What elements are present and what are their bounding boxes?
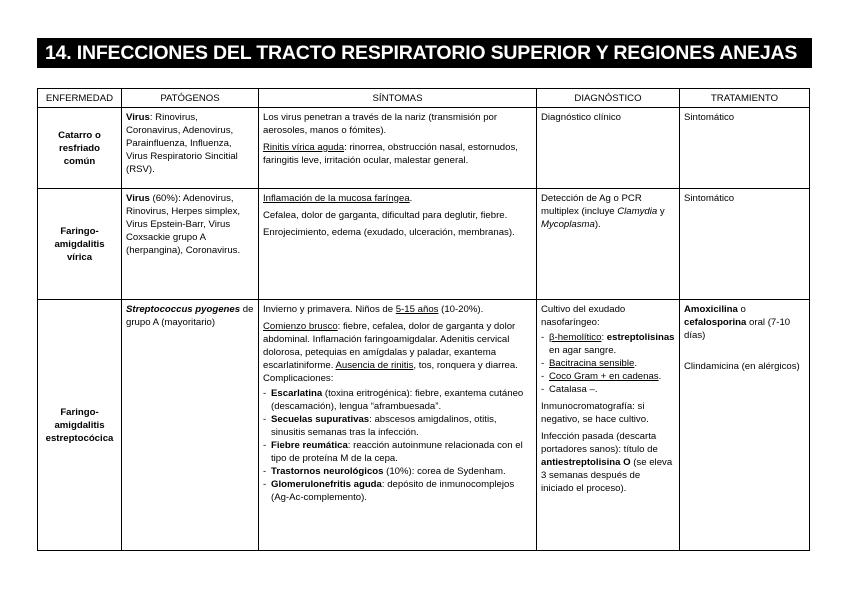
symptom-paragraph: Cefalea, dolor de garganta, dificultad para deglutir, fiebre. bbox=[263, 210, 508, 221]
treatment-paragraph bbox=[684, 303, 805, 342]
pathogen-text: : Rinovirus, Coronavirus, Adenovirus, Parainfluenza, Influenza, Virus Respiratorio Sincitial (RSV). bbox=[126, 112, 238, 175]
pathogen-label: Streptococcus pyogenes bbox=[126, 304, 241, 315]
diagnosis-text: Detección de Ag o PCR multiplex (incluye bbox=[541, 193, 642, 217]
complication-name: Fiebre reumática bbox=[271, 440, 348, 451]
table-row bbox=[38, 108, 810, 189]
symptoms-cell bbox=[259, 108, 537, 189]
complication-text: : depósito de inmunocomplejos (Ag-Ac-complemento). bbox=[271, 479, 515, 503]
diagnosis-bold: estreptolisinas bbox=[606, 332, 675, 343]
disease-cell: Catarro o resfriado común bbox=[38, 108, 122, 189]
diagnosis-italic: Clamydia bbox=[617, 206, 658, 217]
list-item bbox=[263, 478, 532, 504]
diagnosis-italic: Mycoplasma bbox=[541, 219, 595, 230]
diagnosis-text: ). bbox=[594, 219, 601, 230]
complication-text: : abscesos amigdalinos, otitis, sinusitis semanas tras la infección. bbox=[271, 414, 497, 438]
list-item bbox=[541, 383, 675, 396]
symptom-paragraph: Enrojecimiento, edema (exudado, ulceración, membranas). bbox=[263, 227, 515, 238]
disease-cell: Faringo-amigdalitis vírica bbox=[38, 189, 122, 300]
diagnosis-bold: antiestreptolisina O bbox=[541, 457, 631, 468]
treatment-bold: Amoxicilina bbox=[684, 304, 738, 315]
symptom-paragraph bbox=[263, 303, 532, 316]
diagnosis-list bbox=[541, 331, 675, 396]
list-item bbox=[541, 370, 675, 383]
diagnosis-underlined: Coco Gram + en cadenas bbox=[549, 371, 659, 382]
diagnosis-text: y bbox=[657, 206, 665, 217]
header-diagnostico: DIAGNÓSTICO bbox=[537, 89, 680, 108]
symptom-underlined: Inflamación de la mucosa faríngea bbox=[263, 193, 410, 204]
header-patogenos: PATÓGENOS bbox=[122, 89, 259, 108]
infections-table bbox=[37, 88, 810, 551]
symptom-underlined: 5-15 años bbox=[395, 304, 439, 315]
complication-text: (toxina eritrogénica): fiebre, exantema cutáneo (descamación), lengua “aframbuesada”. bbox=[271, 388, 524, 412]
table-row bbox=[38, 300, 810, 551]
diagnosis-text: . bbox=[634, 358, 637, 369]
symptom-underlined: Rinitis vírica aguda bbox=[263, 142, 345, 153]
pathogen-text: (60%): Adenovirus, Rinovirus, Herpes simplex, Virus Epstein-Barr, Virus Coxsackie grupo A (herpangina), Coronavirus. bbox=[126, 193, 241, 256]
table-row bbox=[38, 189, 810, 300]
diagnosis-text: (se eleva 3 semanas después de iniciado el proceso). bbox=[541, 457, 673, 494]
diagnosis-paragraph: Cultivo del exudado nasofaríngeo: bbox=[541, 304, 626, 328]
diagnosis-text: Infección pasada (descarta portadores sanos): título de bbox=[541, 431, 658, 455]
symptom-paragraph: Los virus penetran a través de la nariz (transmisión por aerosoles, manos o fómites). bbox=[263, 112, 498, 136]
complication-name: Trastornos neurológicos bbox=[271, 466, 384, 477]
treatment-text: o bbox=[737, 304, 746, 315]
page-title: 14. INFECCIONES DEL TRACTO RESPIRATORIO SUPERIOR Y REGIONES ANEJAS bbox=[37, 38, 812, 68]
diagnosis-cell bbox=[537, 189, 680, 300]
header-tratamiento: TRATAMIENTO bbox=[680, 89, 810, 108]
list-item bbox=[541, 331, 675, 357]
complications-list bbox=[263, 387, 532, 504]
symptom-text: Invierno y primavera. Niños de bbox=[263, 304, 396, 315]
diagnosis-paragraph: Inmunocromatografía: si negativo, se hace cultivo. bbox=[541, 401, 649, 425]
symptom-paragraph bbox=[263, 192, 532, 205]
symptom-underlined: Comienzo brusco bbox=[263, 321, 338, 332]
diagnosis-cell bbox=[537, 300, 680, 551]
symptom-text: (10-20%). bbox=[438, 304, 484, 315]
symptoms-cell bbox=[259, 300, 537, 551]
complication-text: (10%): corea de Sydenham. bbox=[383, 466, 506, 477]
disease-cell: Faringo-amigdalitis estreptocócica bbox=[38, 300, 122, 551]
diagnosis-paragraph bbox=[541, 430, 675, 495]
pathogen-label: Virus bbox=[126, 193, 150, 204]
treatment-text: oral (7-10 días) bbox=[684, 317, 791, 341]
symptom-text: : fiebre, cefalea, dolor de garganta y dolor abdominal. Inflamación faringoamigdalar. Adenitis cervical dolorosa, petequias en amígdalas y paladar, exantema escarlatiniforme. bbox=[263, 321, 516, 371]
diagnosis-text: : bbox=[601, 332, 607, 343]
list-item bbox=[263, 387, 532, 413]
complication-name: Escarlatina bbox=[271, 388, 323, 399]
header-enfermedad: ENFERMEDAD bbox=[38, 89, 122, 108]
complication-name: Glomerulonefritis aguda bbox=[271, 479, 382, 490]
diagnosis-underlined: β-hemolítico bbox=[549, 332, 602, 343]
pathogen-label: Virus bbox=[126, 112, 150, 123]
symptom-text: . bbox=[409, 193, 413, 204]
pathogens-cell bbox=[122, 300, 259, 551]
pathogens-cell bbox=[122, 108, 259, 189]
symptom-paragraph bbox=[263, 320, 532, 385]
symptom-paragraph bbox=[263, 141, 532, 167]
treatment-cell bbox=[680, 300, 810, 551]
header-sintomas: SÍNTOMAS bbox=[259, 89, 537, 108]
symptom-text: , tos, ronquera y diarrea. Complicaciones: bbox=[263, 360, 518, 384]
symptom-underlined: Ausencia de rinitis bbox=[335, 360, 414, 371]
diagnosis-text: Catalasa –. bbox=[549, 384, 598, 395]
list-item bbox=[263, 439, 532, 465]
list-item bbox=[263, 465, 532, 478]
diagnosis-cell: Diagnóstico clínico bbox=[537, 108, 680, 189]
treatment-cell: Sintomático bbox=[680, 108, 810, 189]
symptom-text: : rinorrea, obstrucción nasal, estornudos, faringitis leve, irritación ocular, malestar general. bbox=[263, 142, 518, 166]
diagnosis-underlined: Bacitracina sensible bbox=[549, 358, 635, 369]
treatment-paragraph: Clindamicina (en alérgicos) bbox=[684, 361, 800, 372]
treatment-cell: Sintomático bbox=[680, 189, 810, 300]
pathogen-text: de grupo A (mayoritario) bbox=[126, 304, 254, 328]
pathogens-cell bbox=[122, 189, 259, 300]
complication-text: : reacción autoinmune relacionada con el tipo de proteína M de la cepa. bbox=[271, 440, 523, 464]
list-item bbox=[541, 357, 675, 370]
treatment-bold: cefalosporina bbox=[684, 317, 747, 328]
symptoms-cell bbox=[259, 189, 537, 300]
table-header-row bbox=[38, 89, 810, 108]
complication-name: Secuelas supurativas bbox=[271, 414, 370, 425]
diagnosis-text: en agar sangre. bbox=[549, 345, 617, 356]
list-item bbox=[263, 413, 532, 439]
diagnosis-text: . bbox=[658, 371, 662, 382]
